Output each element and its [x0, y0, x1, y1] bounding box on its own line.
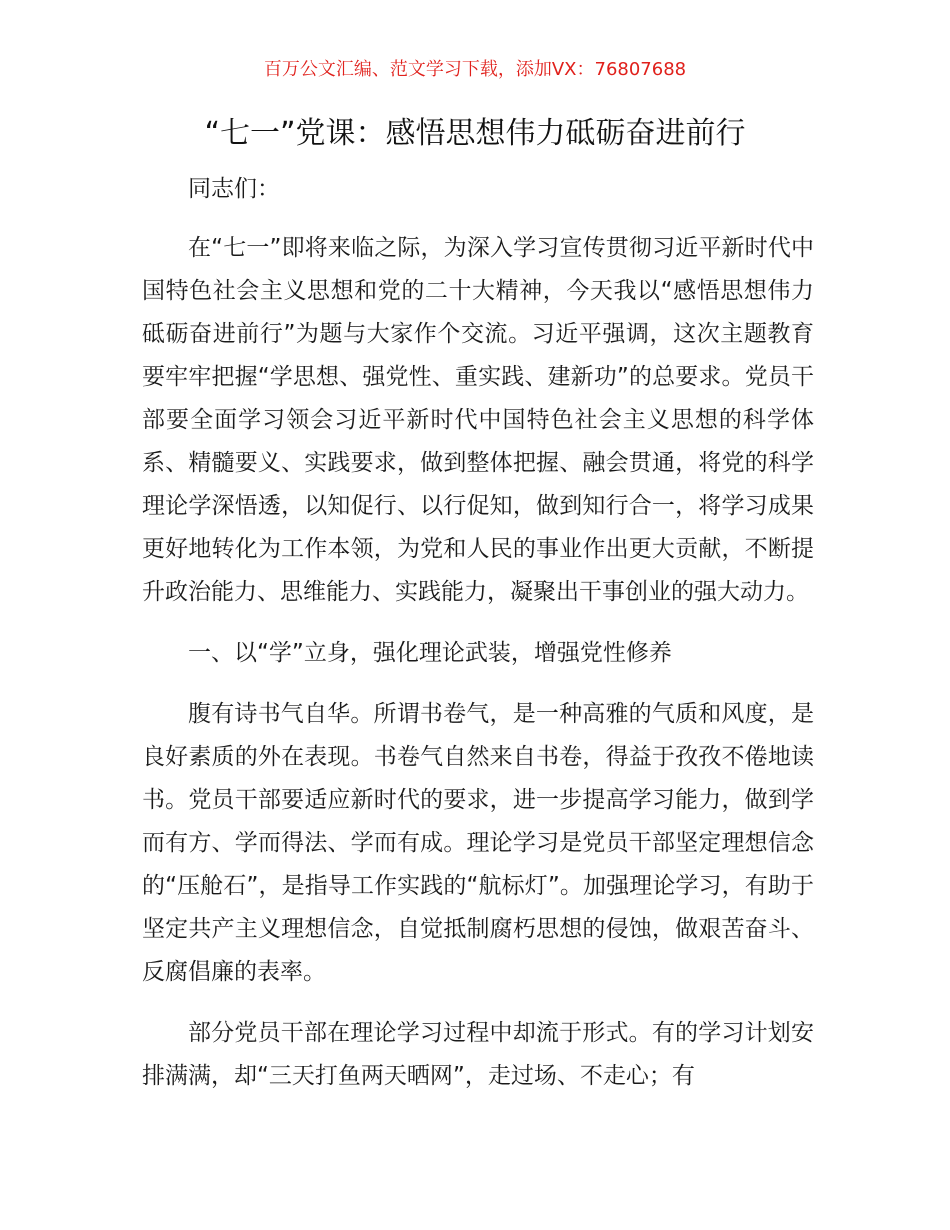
document-body	[142, 168, 814, 1116]
salutation: 同志们：	[188, 176, 280, 202]
paragraph-intro: 在“七一”即将来临之际，为深入学习宣传贯彻习近平新时代中国特色社会主义思想和党的二十大精神，今天我以“感悟思想伟力砥砺奋进前行”为题与大家作个交流。习近平强调，这次主题教育要牢牢把握“学思想、强党性、重实践、建新功”的总要求。党员干部要全面学习领会习近平新时代中国特色社会主义思想的科学体系、精髓要义、实践要求，做到整体把握、融会贯通，将党的科学理论学深悟透，以知促行、以行促知，做到知行合一，将学习成果更好地转化为工作本领，为党和人民的事业作出更大贡献，不断提升政治能力、思维能力、实践能力，凝聚出干事创业的强大动力。	[142, 235, 814, 605]
paragraph-section-1-continued: 部分党员干部在理论学习过程中却流于形式。有的学习计划安排满满，却“三天打鱼两天晒网”，走过场、不走心；有	[142, 1020, 814, 1089]
section-heading-1: 一、以“学”立身，强化理论武装，增强党性修养	[188, 640, 672, 666]
paragraph-section-1: 腹有诗书气自华。所谓书卷气，是一种高雅的气质和风度，是良好素质的外在表现。书卷气自然来自书卷，得益于孜孜不倦地读书。党员干部要适应新时代的要求，进一步提高学习能力，做到学而有方、学而得法、学而有成。理论学习是党员干部坚定理想信念的“压舱石”，是指导工作实践的“航标灯”。加强理论学习，有助于坚定共产主义理想信念，自觉抵制腐朽思想的侵蚀，做艰苦奋斗、反腐倡廉的表率。	[142, 701, 814, 985]
header-contact-note: 百万公文汇编、范文学习下载，添加VX：76807688	[263, 59, 687, 80]
document-title: “七一”党课：感悟思想伟力砥砺奋进前行	[204, 116, 746, 151]
